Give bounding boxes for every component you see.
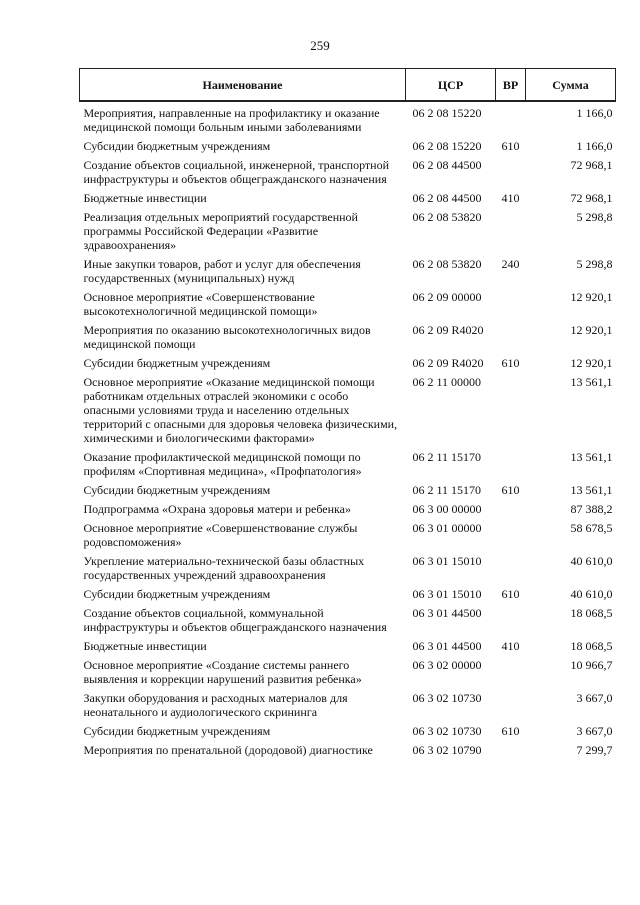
row-sum: 1 166,0: [576, 139, 613, 153]
table-row: [80, 210, 616, 257]
row-csr: 06 2 08 53820: [412, 210, 482, 224]
row-vr: [496, 450, 526, 483]
table-row: [80, 587, 616, 606]
table-row: [80, 101, 616, 139]
header-vr: ВР: [496, 69, 526, 102]
table-row: [80, 658, 616, 691]
row-sum: 7 299,7: [576, 743, 613, 757]
row-vr: [496, 323, 526, 356]
table-row: [80, 639, 616, 658]
row-csr: 06 2 08 44500: [412, 191, 482, 205]
row-vr: 610: [501, 587, 520, 601]
row-name: Субсидии бюджетным учреждениям: [83, 139, 271, 153]
row-vr: [496, 743, 526, 762]
row-name: Подпрограмма «Охрана здоровья матери и ребенка»: [83, 502, 351, 516]
row-sum: 40 610,0: [570, 554, 613, 568]
row-csr: 06 2 09 R4020: [412, 323, 484, 337]
table-row: [80, 356, 616, 375]
table-row: [80, 158, 616, 191]
row-vr: 610: [501, 483, 520, 497]
row-vr: 610: [501, 356, 520, 370]
row-name: Мероприятия по оказанию высокотехнологичных видов медицинской помощи: [83, 323, 371, 351]
row-sum: 10 966,7: [570, 658, 613, 672]
row-name: Иные закупки товаров, работ и услуг для обеспечения государственных (муниципальных) нужд: [83, 257, 361, 285]
table-row: [80, 139, 616, 158]
header-name: Наименование: [80, 69, 406, 102]
table-header: [80, 69, 616, 102]
row-name: Основное мероприятие «Совершенствование высокотехнологичной медицинской помощи»: [83, 290, 318, 318]
table-row: [80, 691, 616, 724]
row-sum: 13 561,1: [570, 483, 613, 497]
row-csr: 06 2 09 00000: [412, 290, 482, 304]
row-csr: 06 2 11 15170: [412, 483, 482, 497]
row-csr: 06 2 11 00000: [412, 375, 482, 389]
row-sum: 58 678,5: [570, 521, 613, 535]
row-sum: 72 968,1: [570, 191, 613, 205]
row-name: Создание объектов социальной, коммунальной инфраструктуры и объектов общегражданского назначения: [83, 606, 387, 634]
row-name: Основное мероприятие «Создание системы раннего выявления и коррекции нарушений развития ребенка»: [83, 658, 362, 686]
row-sum: 18 068,5: [570, 639, 613, 653]
row-name: Субсидии бюджетным учреждениям: [83, 356, 271, 370]
row-name: Бюджетные инвестиции: [83, 639, 207, 653]
row-vr: [496, 375, 526, 450]
table-row: [80, 257, 616, 290]
table-row: [80, 290, 616, 323]
table-row: [80, 554, 616, 587]
row-vr: [496, 290, 526, 323]
row-csr: 06 3 01 15010: [412, 587, 482, 601]
table-body: [80, 101, 616, 762]
row-sum: 12 920,1: [570, 356, 613, 370]
row-vr: [496, 158, 526, 191]
row-vr: 610: [501, 139, 520, 153]
row-vr: 410: [501, 191, 520, 205]
row-sum: 72 968,1: [570, 158, 613, 172]
table-row: [80, 483, 616, 502]
row-name: Укрепление материально-технической базы областных государственных учреждений здравоохранения: [83, 554, 365, 582]
row-name: Субсидии бюджетным учреждениям: [83, 724, 271, 738]
table-row: [80, 521, 616, 554]
page-number: 259: [310, 38, 330, 53]
row-sum: 1 166,0: [576, 106, 613, 120]
row-csr: 06 3 01 15010: [412, 554, 482, 568]
row-csr: 06 3 02 10730: [412, 691, 482, 705]
table-row: [80, 191, 616, 210]
row-name: Основное мероприятие «Совершенствование службы родовспоможения»: [83, 521, 358, 549]
table-row: [80, 502, 616, 521]
row-name: Реализация отдельных мероприятий государственной программы Российской Федерации «Развитие здравоохранения»: [83, 210, 358, 252]
row-sum: 5 298,8: [576, 210, 613, 224]
row-sum: 3 667,0: [576, 691, 613, 705]
row-sum: 87 388,2: [570, 502, 613, 516]
row-csr: 06 3 02 00000: [412, 658, 482, 672]
row-csr: 06 3 00 00000: [412, 502, 482, 516]
row-csr: 06 2 09 R4020: [412, 356, 484, 370]
row-name: Мероприятия по пренатальной (дородовой) диагностике: [83, 743, 373, 757]
table-row: [80, 724, 616, 743]
row-name: Субсидии бюджетным учреждениям: [83, 483, 271, 497]
row-sum: 12 920,1: [570, 323, 613, 337]
row-name: Закупки оборудования и расходных материалов для неонатального и аудиологического скрининга: [83, 691, 348, 719]
table-row: [80, 743, 616, 762]
table-row: [80, 375, 616, 450]
row-csr: 06 2 08 15220: [412, 106, 482, 120]
row-vr: [496, 101, 526, 139]
row-csr: 06 2 08 53820: [412, 257, 482, 271]
table-row: [80, 450, 616, 483]
row-name: Основное мероприятие «Оказание медицинской помощи работникам отдельных отраслей экономики с особо опасными условиями труда и населению отдельных территорий с опасными для здоровья человека физическими, химическими и биологическими факторами»: [83, 375, 398, 445]
row-vr: 240: [501, 257, 520, 271]
row-vr: [496, 521, 526, 554]
row-vr: [496, 606, 526, 639]
header-csr: ЦСР: [406, 69, 496, 102]
row-sum: 3 667,0: [576, 724, 613, 738]
row-sum: 12 920,1: [570, 290, 613, 304]
row-name: Создание объектов социальной, инженерной, транспортной инфраструктуры и объектов общегражданского назначения: [83, 158, 390, 186]
row-csr: 06 3 01 44500: [412, 639, 482, 653]
row-sum: 13 561,1: [570, 375, 613, 389]
row-csr: 06 3 02 10730: [412, 724, 482, 738]
row-vr: [496, 554, 526, 587]
row-sum: 5 298,8: [576, 257, 613, 271]
header-sum: Сумма: [526, 69, 616, 102]
row-csr: 06 3 01 44500: [412, 606, 482, 620]
row-vr: 610: [501, 724, 520, 738]
row-sum: 13 561,1: [570, 450, 613, 464]
row-name: Оказание профилактической медицинской помощи по профилям «Спортивная медицина», «Профпатология»: [83, 450, 362, 478]
row-name: Бюджетные инвестиции: [83, 191, 207, 205]
row-sum: 18 068,5: [570, 606, 613, 620]
row-csr: 06 2 08 44500: [412, 158, 482, 172]
row-csr: 06 2 08 15220: [412, 139, 482, 153]
row-csr: 06 3 02 10790: [412, 743, 482, 757]
table-row: [80, 323, 616, 356]
row-vr: [496, 502, 526, 521]
table-row: [80, 606, 616, 639]
row-name: Субсидии бюджетным учреждениям: [83, 587, 271, 601]
row-vr: [496, 658, 526, 691]
row-vr: [496, 210, 526, 257]
budget-table: [79, 68, 616, 762]
row-name: Мероприятия, направленные на профилактику и оказание медицинской помощи больным иными заболеваниями: [83, 106, 380, 134]
row-csr: 06 2 11 15170: [412, 450, 482, 464]
row-vr: [496, 691, 526, 724]
row-sum: 40 610,0: [570, 587, 613, 601]
row-csr: 06 3 01 00000: [412, 521, 482, 535]
row-vr: 410: [501, 639, 520, 653]
